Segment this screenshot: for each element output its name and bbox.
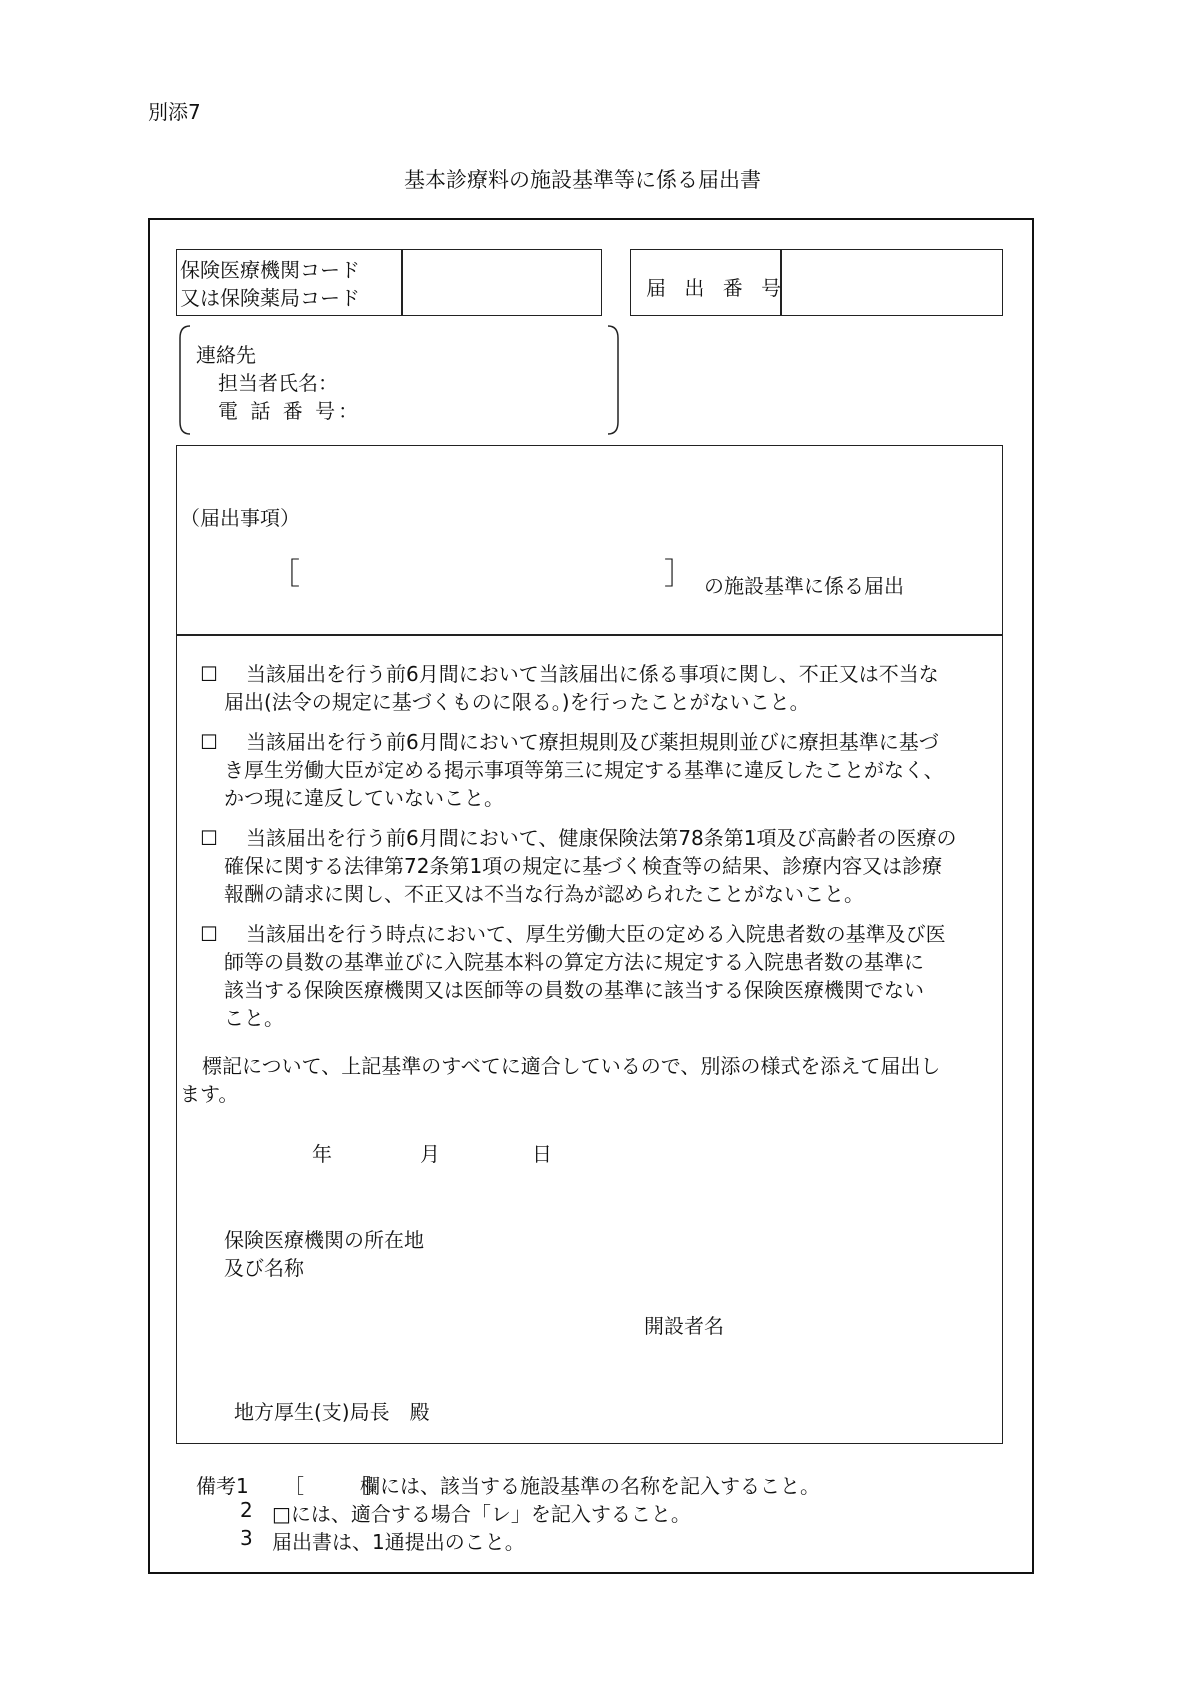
checklist-checkbox[interactable]: ☐: [200, 826, 218, 850]
institution-code-field[interactable]: [404, 262, 600, 302]
notification-item-box: [176, 445, 1003, 635]
checklist-item-line: 当該届出を行う前6月間において、健康保険法第78条第1項及び高齢者の医療の: [246, 826, 957, 850]
declaration-line1: 標記について、上記基準のすべてに適合しているので、別添の様式を添えて届出し: [202, 1054, 941, 1078]
founder-name-label: 開設者名: [644, 1314, 724, 1338]
addressee: 地方厚生(支)局長 殿: [234, 1400, 430, 1424]
note-3-text: 届出書は、1通提出のこと。: [272, 1530, 525, 1554]
declaration-line2: ます。: [180, 1082, 239, 1106]
form-title: 基本診療料の施設基準等に係る届出書: [404, 168, 761, 192]
checklist-checkbox[interactable]: ☐: [200, 922, 218, 946]
bracket-open: ［: [270, 557, 300, 592]
date-month: 月: [420, 1142, 440, 1166]
checklist-item-line: 該当する保険医療機関又は医師等の員数の基準に該当する保険医療機関でない: [224, 978, 924, 1002]
note-1-text: 欄には、該当する施設基準の名称を記入すること。: [360, 1474, 820, 1498]
note-3-number: 3: [240, 1526, 253, 1550]
institution-name-label: 及び名称: [224, 1256, 304, 1280]
checklist-checkbox[interactable]: ☐: [200, 662, 218, 686]
checklist-item-line: 当該届出を行う前6月間において当該届出に係る事項に関し、不正又は不当な: [246, 662, 939, 686]
institution-code-label: [180, 256, 360, 312]
checklist-item-line: こと。: [224, 1006, 284, 1030]
notification-suffix: の施設基準に係る届出: [704, 574, 904, 598]
checklist-item-line: かつ現に違反していないこと。: [224, 786, 504, 810]
institution-address-label: 保険医療機関の所在地: [224, 1228, 424, 1252]
note-1-bracket: ［ ］: [284, 1474, 384, 1498]
date-day: 日: [532, 1142, 552, 1166]
checklist-item-line: 確保に関する法律第72条第1項の規定に基づく検査等の結果、診療内容又は診療: [224, 854, 943, 878]
notification-heading: （届出事項）: [180, 506, 300, 530]
date-year: 年: [312, 1142, 332, 1166]
checklist-item-line: 届出(法令の規定に基づくものに限る。)を行ったことがないこと。: [224, 690, 810, 714]
checklist-item-line: 当該届出を行う前6月間において療担規則及び薬担規則並びに療担基準に基づ: [246, 730, 939, 754]
contact-person-label: 担当者氏名：: [218, 371, 338, 395]
note-2-text: □には、適合する場合「レ」を記入すること。: [272, 1502, 691, 1526]
code-label-line1: 保険医療機関コード: [180, 258, 360, 282]
checklist-item-line: き厚生労働大臣が定める掲示事項等第三に規定する基準に違反したことがなく、: [224, 758, 944, 782]
notification-number-label: 届 出 番 号: [646, 276, 788, 300]
note-2-number: 2: [240, 1498, 253, 1522]
contact-heading: 連絡先: [196, 343, 256, 367]
checklist-item-line: 報酬の請求に関し、不正又は不当な行為が認められたことがないこと。: [224, 882, 864, 906]
bracket-close: ］: [664, 557, 694, 592]
contact-phone-label: 電 話 番 号：: [218, 399, 362, 423]
notification-number-field[interactable]: [784, 262, 999, 302]
attachment-label: 別添7: [148, 100, 201, 124]
checklist-item-line: 当該届出を行う時点において、厚生労働大臣の定める入院患者数の基準及び医: [246, 922, 946, 946]
code-label-line2: 又は保険薬局コード: [180, 286, 360, 310]
checklist-item-line: 師等の員数の基準並びに入院基本料の算定方法に規定する入院患者数の基準に: [224, 950, 924, 974]
facility-standard-name-field[interactable]: [298, 560, 658, 594]
checklist-checkbox[interactable]: ☐: [200, 730, 218, 754]
note-1-prefix: 備考1: [196, 1474, 249, 1498]
